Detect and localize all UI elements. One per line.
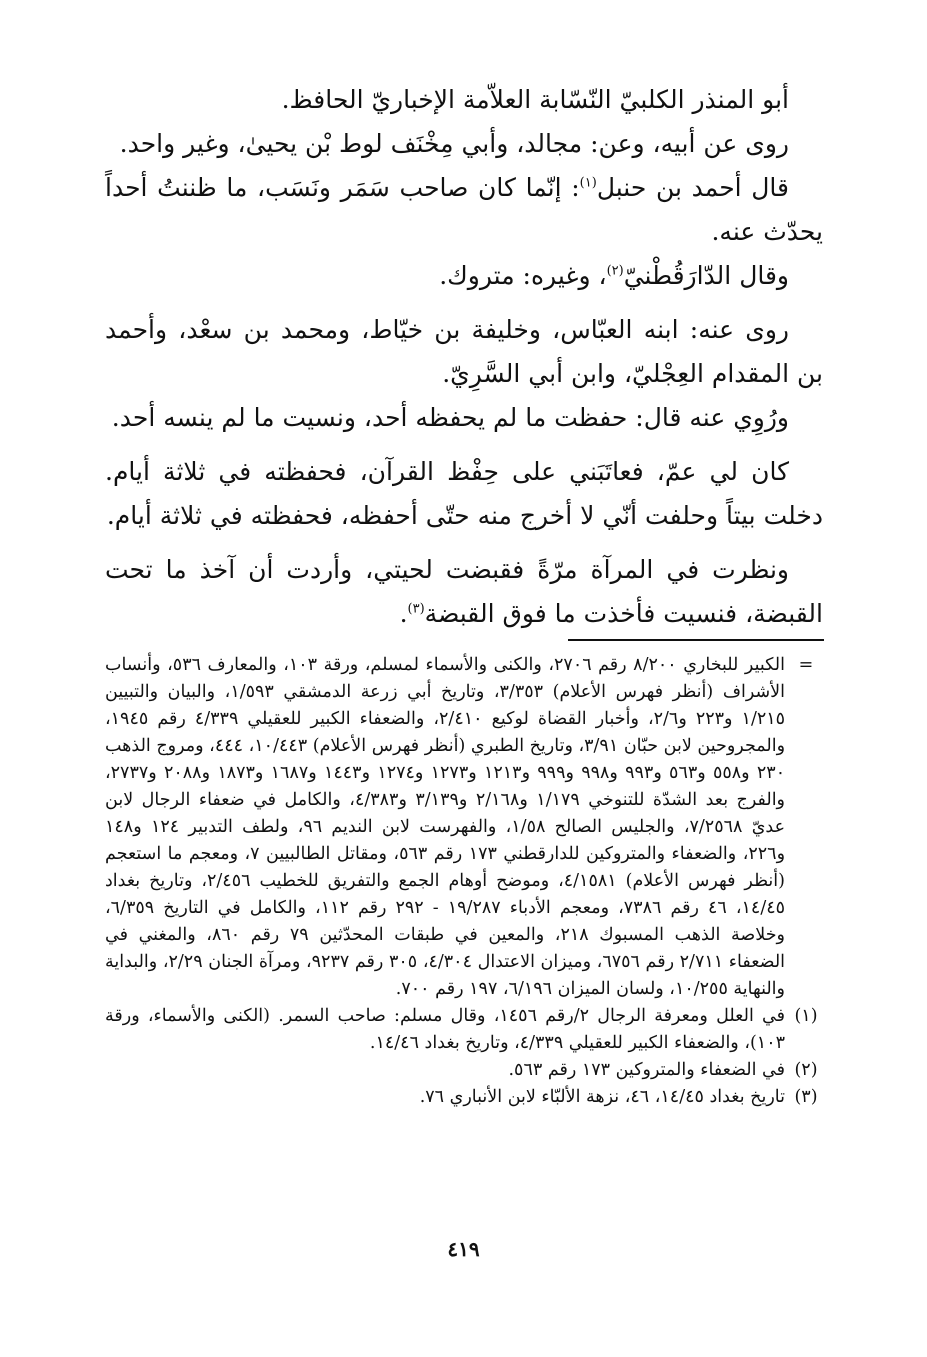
- footnote-1: [105, 1003, 823, 1057]
- page-number: ٤١٩: [447, 1237, 480, 1261]
- paragraph-8-text: ونظرت في المرآة مرّةً فقبضت لحيتي، وأردت أن آخذ ما تحت القبضة، فنسيت فأخذت ما فوق القبضة: [105, 555, 823, 628]
- footnote-2-mark: (٢): [794, 1060, 818, 1080]
- paragraph-3-text: قال أحمد بن حنبل: [596, 173, 790, 202]
- paragraph-6: ورُوِي عنه قال: حفظت ما لم يحفظه أحد، ونسيت ما لم ينسه أحد.: [111, 403, 789, 432]
- paragraph-3-rest: : إنّما كان صاحب سَمَر ونَسَب، ما ظننتُ أحداً يحدّث عنه.: [105, 173, 823, 246]
- footnote-2: [105, 1057, 823, 1084]
- paragraph-4: [105, 254, 823, 298]
- footnote-continued-mark: =: [798, 655, 814, 675]
- main-text: [105, 78, 823, 636]
- footnote-1-text: في العلل ومعرفة الرجال ٢/رقم ١٤٥٦، وقال مسلم: صاحب السمر. (الكنى والأسماء، ورقة ١٠٣)، والضعفاء الكبير للعقيلي ٤/٣٣٩، وتاريخ بغداد ١٤/٤٦.: [105, 1006, 786, 1053]
- footnote-continued: [105, 652, 823, 1003]
- paragraph-4-text: وقال الدّارَقُطْنيّ: [623, 261, 789, 290]
- paragraph-8: [105, 548, 823, 636]
- footnote-3-text: تاريخ بغداد ١٤/٤٥، ٤٦، نزهة الألبّاء لابن الأنباري ٧٦.: [419, 1087, 785, 1107]
- footnotes: [105, 652, 823, 1111]
- footnote-ref-2[interactable]: (٢): [606, 263, 624, 279]
- paragraph-1: أبو المنذر الكلبيّ النّسّابة العلاّمة الإخباريّ الحافظ.: [281, 85, 789, 114]
- paragraph-5: روى عنه: ابنه العبّاس، وخليفة بن خيّاط، ومحمد بن سعْد، وأحمد بن المقدام العِجْليّ، وابن أبي السَّرِيّ.: [105, 315, 823, 388]
- footnote-1-mark: (١): [794, 1006, 818, 1026]
- paragraph-7: كان لي عمّ، فعاتَبَني على حِفْظ القرآن، فحفظته في ثلاثة أيام. دخلت بيتاً وحلفت أنّي لا أخرج منه حتّى أحفظه، فحفظته في ثلاثة أيام.: [105, 457, 823, 530]
- paragraph-2: روى عن أبيه، وعن: مجالد، وأبي مِخْنَف لوط بْن يحيىٰ، وغير واحد.: [119, 129, 789, 158]
- paragraph-8-end: .: [399, 599, 408, 628]
- paragraph-3: [105, 166, 823, 254]
- footnote-3: [105, 1084, 823, 1111]
- footnote-ref-1[interactable]: (١): [579, 175, 597, 191]
- paragraph-4-rest: ، وغيره: متروك.: [439, 261, 607, 290]
- footnote-continued-text: الكبير للبخاري ٨/٢٠٠ رقم ٢٧٠٦، والكنى والأسماء لمسلم، ورقة ١٠٣، والمعارف ٥٣٦، وأنساب الأشراف (أنظر فهرس الأعلام) ٣/٣٥٣، وتاريخ أبي زرعة الدمشقي ١/٥٩٣، والبيان والتبيين ١/٢١٥ و٢٢٣ و٢/٦، وأخبار القضاة لوكيع ٢/٤١٠، والضعفاء الكبير للعقيلي ٤/٣٣٩ رقم ١٩٤٥، والمجروحين لابن حبّان ٣/٩١، وتاريخ الطبري (أنظر فهرس الأعلام) ١٠/٤٤٣، ٤٤٤، ومروج الذهب ٢٣٠ و٥٥٨ و٥٦٣ و٩٩٣ و٩٩٨ و٩٩٩ و١٢١٣ و١٢٧٣ و١٢٧٤ و١٤٤٣ و١٦٨٧ و١٨٧٣ و٢٠٨٨ و٢٧٣٧، والفرج بعد الشدّة للتنوخي ١/١٧٩ و٢/١٦٨ و٣/١٣٩ و٤/٣٨٣، والكامل في ضعفاء الرجال لابن عديّ ٧/٢٥٦٨، والجليس الصالح ١/٥٨، والفهرست لابن النديم ٩٦، ولطف التدبير ١٢٤ و١٤٨ و٢٢٦، والضعفاء والمتروكين للدارقطني ١٧٣ رقم ٥٦٣، ومقاتل الطالبيين ٧، ومعجم ما استعجم (أنظر فهرس الأعلام) ٤/١٥٨١، وموضح أوهام الجمع والتفريق للخطيب ٢/٤٥٦، وتاريخ بغداد ١٤/٤٥، ٤٦ رقم ٧٣٨٦، ومعجم الأدباء ١٩/٢٨٧ - ٢٩٢ رقم ١١٢، والكامل في التاريخ ٦/٣٥٩، وخلاصة الذهب المسبوك ٢١٨، والمعين في طبقات المحدّثين ٧٩ رقم ٨٦٠، والمغني في الضعفاء ٢/٧١١ رقم ٦٧٥٦، وميزان الاعتدال ٤/٣٠٤، ٣٠٥ رقم ٩٢٣٧، ومرآة الجنان ٢/٢٩، والبداية والنهاية ١٠/٢٥٥، ولسان الميزان ٦/١٩٦، ١٩٧ رقم ٧٠٠.: [105, 655, 786, 999]
- footnote-ref-3[interactable]: (٣): [407, 601, 425, 617]
- footnote-2-text: في الضعفاء والمتروكين ١٧٣ رقم ٥٦٣.: [508, 1060, 785, 1080]
- footnote-3-mark: (٣): [794, 1087, 818, 1107]
- footnote-separator: [568, 639, 824, 641]
